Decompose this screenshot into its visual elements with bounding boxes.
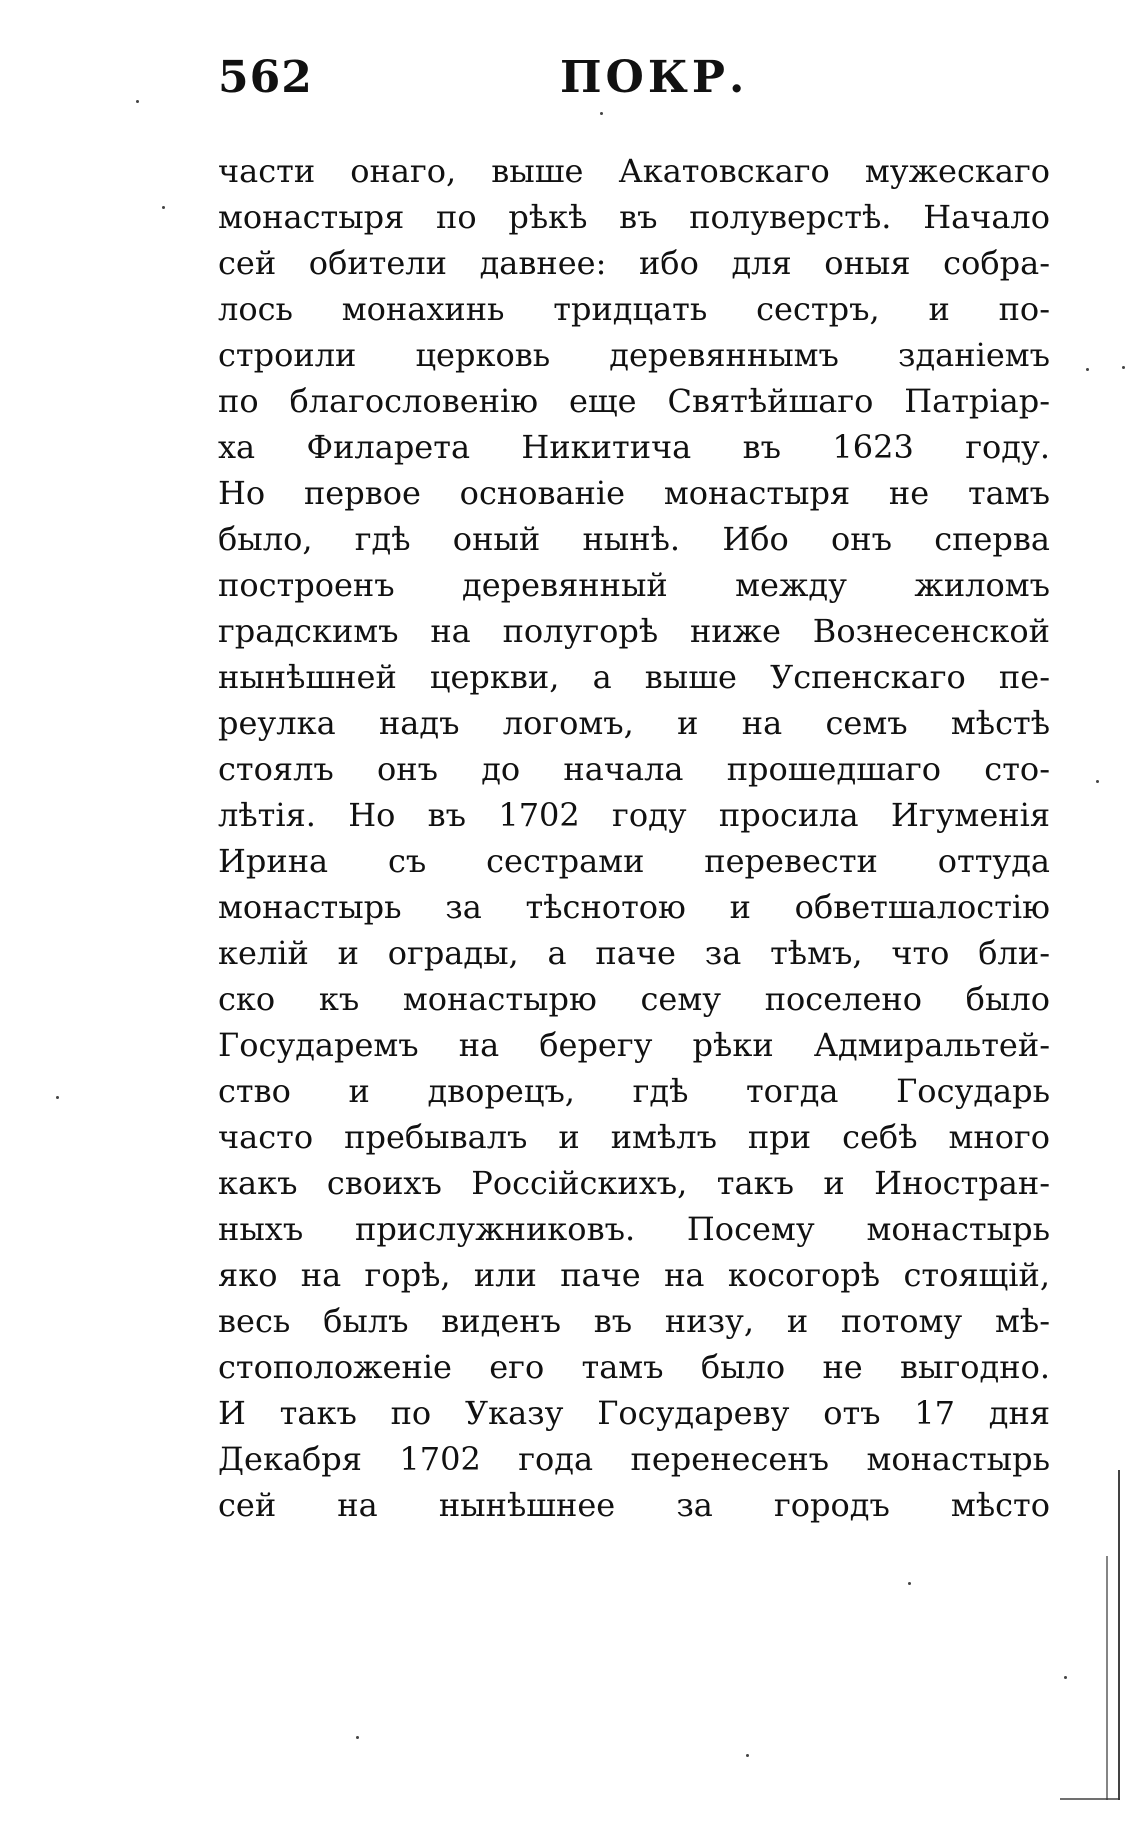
body-text [218, 148, 1050, 1528]
scan-speck [1064, 1676, 1067, 1679]
text-line: монастырь за тѣснотою и обветшалостію [218, 888, 1050, 926]
scan-edge-mark [1106, 1556, 1108, 1800]
scan-speck [1096, 780, 1099, 783]
scan-speck [1122, 366, 1125, 369]
text-line: стоположеніе его тамъ было не выгодно. [218, 1348, 1050, 1386]
scan-edge-mark [1118, 1470, 1120, 1800]
text-line: Государемъ на берегу рѣки Адмиральтей- [218, 1026, 1050, 1064]
text-line: Декабря 1702 года перенесенъ монастырь [218, 1440, 1050, 1478]
scan-edge-mark [1060, 1798, 1120, 1800]
running-head [218, 52, 1078, 112]
text-line: Ирина съ сестрами перевести оттуда [218, 842, 1050, 880]
text-line: реулка надъ логомъ, и на семъ мѣстѣ [218, 704, 1050, 742]
scan-speck [356, 1736, 359, 1739]
text-line: келій и ограды, а паче за тѣмъ, что бли- [218, 934, 1050, 972]
text-line: строили церковь деревяннымъ зданіемъ [218, 336, 1050, 374]
text-line: градскимъ на полугорѣ ниже Вознесенской [218, 612, 1050, 650]
text-line: нынѣшней церкви, а выше Успенскаго пе- [218, 658, 1050, 696]
scan-speck [908, 1582, 911, 1585]
text-line: сей на нынѣшнее за городъ мѣсто [218, 1486, 1050, 1524]
text-line: какъ своихъ Россійскихъ, такъ и Иностран- [218, 1164, 1050, 1202]
text-line: стоялъ онъ до начала прошедшаго сто- [218, 750, 1050, 788]
text-line: яко на горѣ, или паче на косогорѣ стоящій, [218, 1256, 1050, 1294]
text-line: Но первое основаніе монастыря не тамъ [218, 474, 1050, 512]
page-number: 562 [218, 52, 313, 103]
text-line: было, гдѣ оный нынѣ. Ибо онъ сперва [218, 520, 1050, 558]
text-line: весь былъ виденъ въ низу, и потому мѣ- [218, 1302, 1050, 1340]
text-line: лось монахинь тридцать сестръ, и по- [218, 290, 1050, 328]
section-title: ПОКР. [560, 52, 749, 103]
text-line: ство и дворецъ, гдѣ тогда Государь [218, 1072, 1050, 1110]
scan-speck [1086, 368, 1089, 371]
text-line: построенъ деревянный между жиломъ [218, 566, 1050, 604]
text-line: сей обители давнее: ибо для оныя собра- [218, 244, 1050, 282]
text-line: по благословенію еще Святѣйшаго Патріар- [218, 382, 1050, 420]
scan-speck [600, 112, 603, 115]
text-line: И такъ по Указу Государеву отъ 17 дня [218, 1394, 1050, 1432]
scan-speck [136, 100, 139, 103]
text-line: ха Филарета Никитича въ 1623 году. [218, 428, 1050, 466]
scan-speck [162, 206, 165, 209]
text-line: лѣтія. Но въ 1702 году просила Игуменія [218, 796, 1050, 834]
scan-speck [56, 1096, 59, 1099]
text-line: ныхъ прислужниковъ. Посему монастырь [218, 1210, 1050, 1248]
text-line: ско къ монастырю сему поселено было [218, 980, 1050, 1018]
text-line: части онаго, выше Акатовскаго мужескаго [218, 152, 1050, 190]
text-line: монастыря по рѣкѣ въ полуверстѣ. Начало [218, 198, 1050, 236]
scan-speck [746, 1754, 749, 1757]
text-line: часто пребывалъ и имѣлъ при себѣ много [218, 1118, 1050, 1156]
